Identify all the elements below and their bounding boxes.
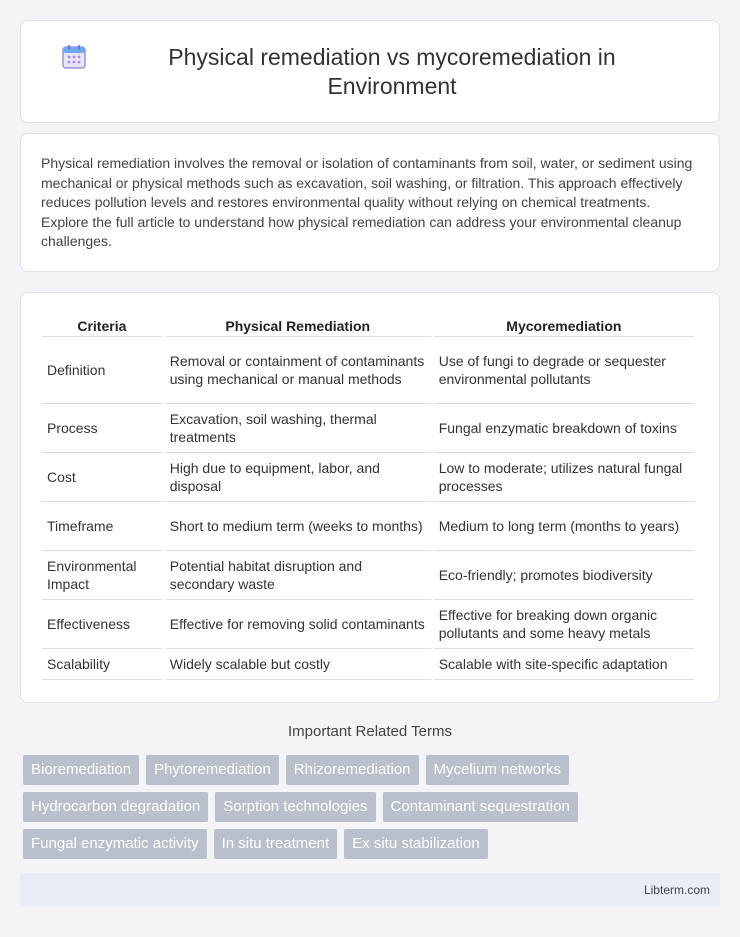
comparison-table <box>39 311 697 680</box>
row-criteria: Effectiveness <box>42 600 162 649</box>
row-physical: Potential habitat disruption and secondary waste <box>165 551 431 600</box>
footer <box>20 873 720 907</box>
related-terms-tags <box>23 755 723 859</box>
row-myco: Eco-friendly; promotes biodiversity <box>434 551 694 600</box>
row-myco: Effective for breaking down organic pollutants and some heavy metals <box>434 600 694 649</box>
tag-bioremediation[interactable]: Bioremediation <box>23 755 139 785</box>
calendar-icon <box>61 44 87 70</box>
intro-text: Physical remediation involves the removal or isolation of contaminants from soil, water, or sediment using mechanical or physical methods such as excavation, soil washing, or filtration. This approach effectively reduces pollution levels and restores environmental quality without relying on chemical treatments. Explore the full article to understand how physical remediation can address your environmental cleanup challenges. <box>41 155 693 249</box>
row-myco: Low to moderate; utilizes natural fungal processes <box>434 453 694 502</box>
tag-in-situ-treatment[interactable]: In situ treatment <box>214 829 338 859</box>
row-criteria: Process <box>42 404 162 453</box>
row-physical: Effective for removing solid contaminants <box>165 600 431 649</box>
row-criteria: Definition <box>42 337 162 404</box>
row-criteria: Timeframe <box>42 502 162 551</box>
footer-site-link[interactable]: Libterm.com <box>643 883 710 897</box>
row-physical: Widely scalable but costly <box>165 649 431 680</box>
tag-hydrocarbon-degradation[interactable]: Hydrocarbon degradation <box>23 792 208 822</box>
row-myco: Scalable with site-specific adaptation <box>434 649 694 680</box>
tag-fungal-enzymatic-activity[interactable]: Fungal enzymatic activity <box>23 829 207 859</box>
row-myco: Fungal enzymatic breakdown of toxins <box>434 404 694 453</box>
tag-mycelium-networks[interactable]: Mycelium networks <box>426 755 570 785</box>
table-row <box>42 600 694 649</box>
header-criteria: Criteria <box>42 311 162 337</box>
table-row <box>42 404 694 453</box>
row-criteria: Environmental Impact <box>42 551 162 600</box>
table-row <box>42 453 694 502</box>
table-row <box>42 551 694 600</box>
table-header-row <box>42 311 694 337</box>
tag-sorption-technologies[interactable]: Sorption technologies <box>215 792 375 822</box>
tag-contaminant-sequestration[interactable]: Contaminant sequestration <box>383 792 578 822</box>
header-mycoremediation: Mycoremediation <box>434 311 694 337</box>
header-physical-remediation: Physical Remediation <box>165 311 431 337</box>
row-physical: Excavation, soil washing, thermal treatments <box>165 404 431 453</box>
header-card <box>20 20 720 123</box>
row-criteria: Cost <box>42 453 162 502</box>
tag-rhizoremediation[interactable]: Rhizoremediation <box>286 755 419 785</box>
tag-phytoremediation[interactable]: Phytoremediation <box>146 755 279 785</box>
table-row <box>42 649 694 680</box>
row-myco: Use of fungi to degrade or sequester environmental pollutants <box>434 337 694 404</box>
related-terms-title: Important Related Terms <box>288 723 452 740</box>
intro-card <box>20 133 720 272</box>
table-row <box>42 502 694 551</box>
tag-ex-situ-stabilization[interactable]: Ex situ stabilization <box>344 829 488 859</box>
row-physical: Removal or containment of contaminants using mechanical or manual methods <box>165 337 431 404</box>
comparison-table-card <box>20 292 720 703</box>
row-physical: Short to medium term (weeks to months) <box>165 502 431 551</box>
page-title: Physical remediation vs mycoremediation in Environment <box>168 43 616 99</box>
row-criteria: Scalability <box>42 649 162 680</box>
row-physical: High due to equipment, labor, and disposal <box>165 453 431 502</box>
table-row <box>42 337 694 404</box>
row-myco: Medium to long term (months to years) <box>434 502 694 551</box>
